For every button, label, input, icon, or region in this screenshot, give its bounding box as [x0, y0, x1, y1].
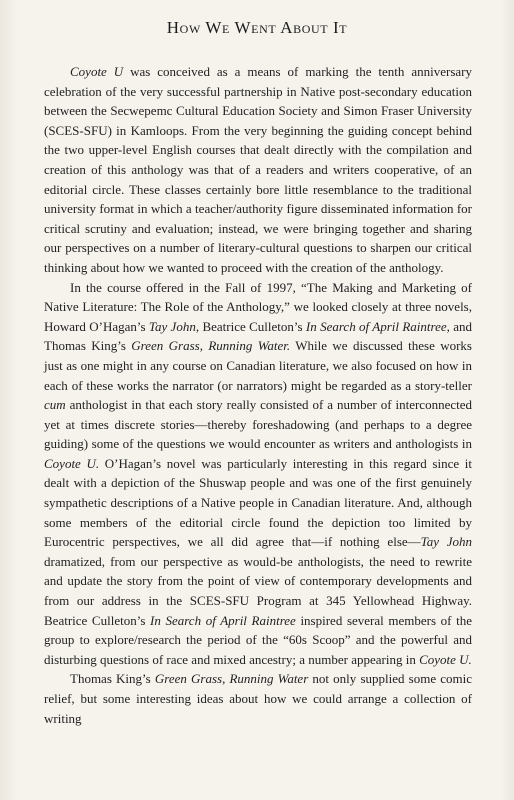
- paragraph-2: [44, 278, 472, 670]
- text-segment: and Thomas King’s: [44, 318, 473, 354]
- text-segment: , Beatrice Culleton’s: [195, 318, 306, 334]
- paragraph-1: [44, 62, 472, 278]
- text-segment: Tay John: [420, 534, 473, 550]
- text-segment: While we discussed these works just as one might in any course on Canadian literature, we also focused on how in each of these works the narrator (or narrators) might be regarded as a story-teller: [44, 338, 472, 393]
- text-segment: Coyote U: [70, 64, 124, 79]
- text-segment: In the course offered in the Fall of 1997, “The Making and Marketing of Native Literature: The Role of the Anthology,” we looked closely at three novels, Howard O’Hagan’s: [44, 279, 472, 334]
- text-segment: not only supplied some comic relief, but some interesting ideas about how we could arrange a collection of writing: [44, 671, 472, 726]
- text-segment: O’Hagan’s novel was particularly interesting in this regard since it dealt with a depiction of the Shuswap people and was one of the first genuinely sympathetic descriptions of a Native people in Canadian literature. And, although some members of the editorial circle found the depiction too limited by Eurocentric perspectives, we all did agree that—if nothing else—: [44, 455, 472, 550]
- text-segment: inspired several members of the group to explore/research the period of the “60s Scoop” and the powerful and disturbing questions of race and mixed ancestry; a number appearing in: [44, 612, 472, 667]
- text-segment: Coyote U.: [44, 455, 100, 471]
- text-segment: In Search of April Raintree,: [305, 318, 450, 334]
- text-segment: Green Grass, Running Water.: [131, 338, 291, 354]
- text-segment: Thomas King’s: [70, 671, 155, 687]
- paragraph-3: [44, 669, 472, 728]
- text-segment: In Search of April Raintree: [150, 612, 296, 628]
- text-segment: Coyote U.: [419, 651, 472, 667]
- body-text: [44, 62, 472, 728]
- text-segment: Green Grass, Running Water: [154, 671, 309, 687]
- text-segment: dramatized, from our perspective as would-be anthologists, the need to rewrite and update the story from the point of view of contemporary developments and from our address in the SCES-SFU Program at 345 Yellowhead Highway. Beatrice Culleton’s: [44, 553, 472, 628]
- text-segment: anthologist in that each story really consisted of a number of interconnected yet at times discrete stories—thereby foreshadowing (and perhaps to a degree guiding) some of the questions we would encounter as writers and anthologists in: [44, 397, 472, 452]
- text-segment: Tay John: [148, 318, 196, 334]
- text-segment: was conceived as a means of marking the tenth anniversary celebration of the very successful partnership in Native post-secondary education between the Secwepemc Cultural Education Society and Simon Fraser University (SCES-SFU) in Kamloops. From the very beginning the guiding concept behind the two upper-level English courses that dealt directly with the compilation and creation of this anthology was that of a readers and writers cooperative, of an editorial circle. These classes certainly bore little resemblance to the traditional university format in which a teacher/authority figure disseminated information for critical scrutiny and evaluation; instead, we were bringing together and sharing our perspectives on a number of literary-cultural questions to sharpen our critical thinking about how we wanted to proceed with the creation of the anthology.: [44, 64, 472, 275]
- page-heading: How We Went About It: [166, 18, 348, 37]
- text-segment: cum: [44, 397, 66, 413]
